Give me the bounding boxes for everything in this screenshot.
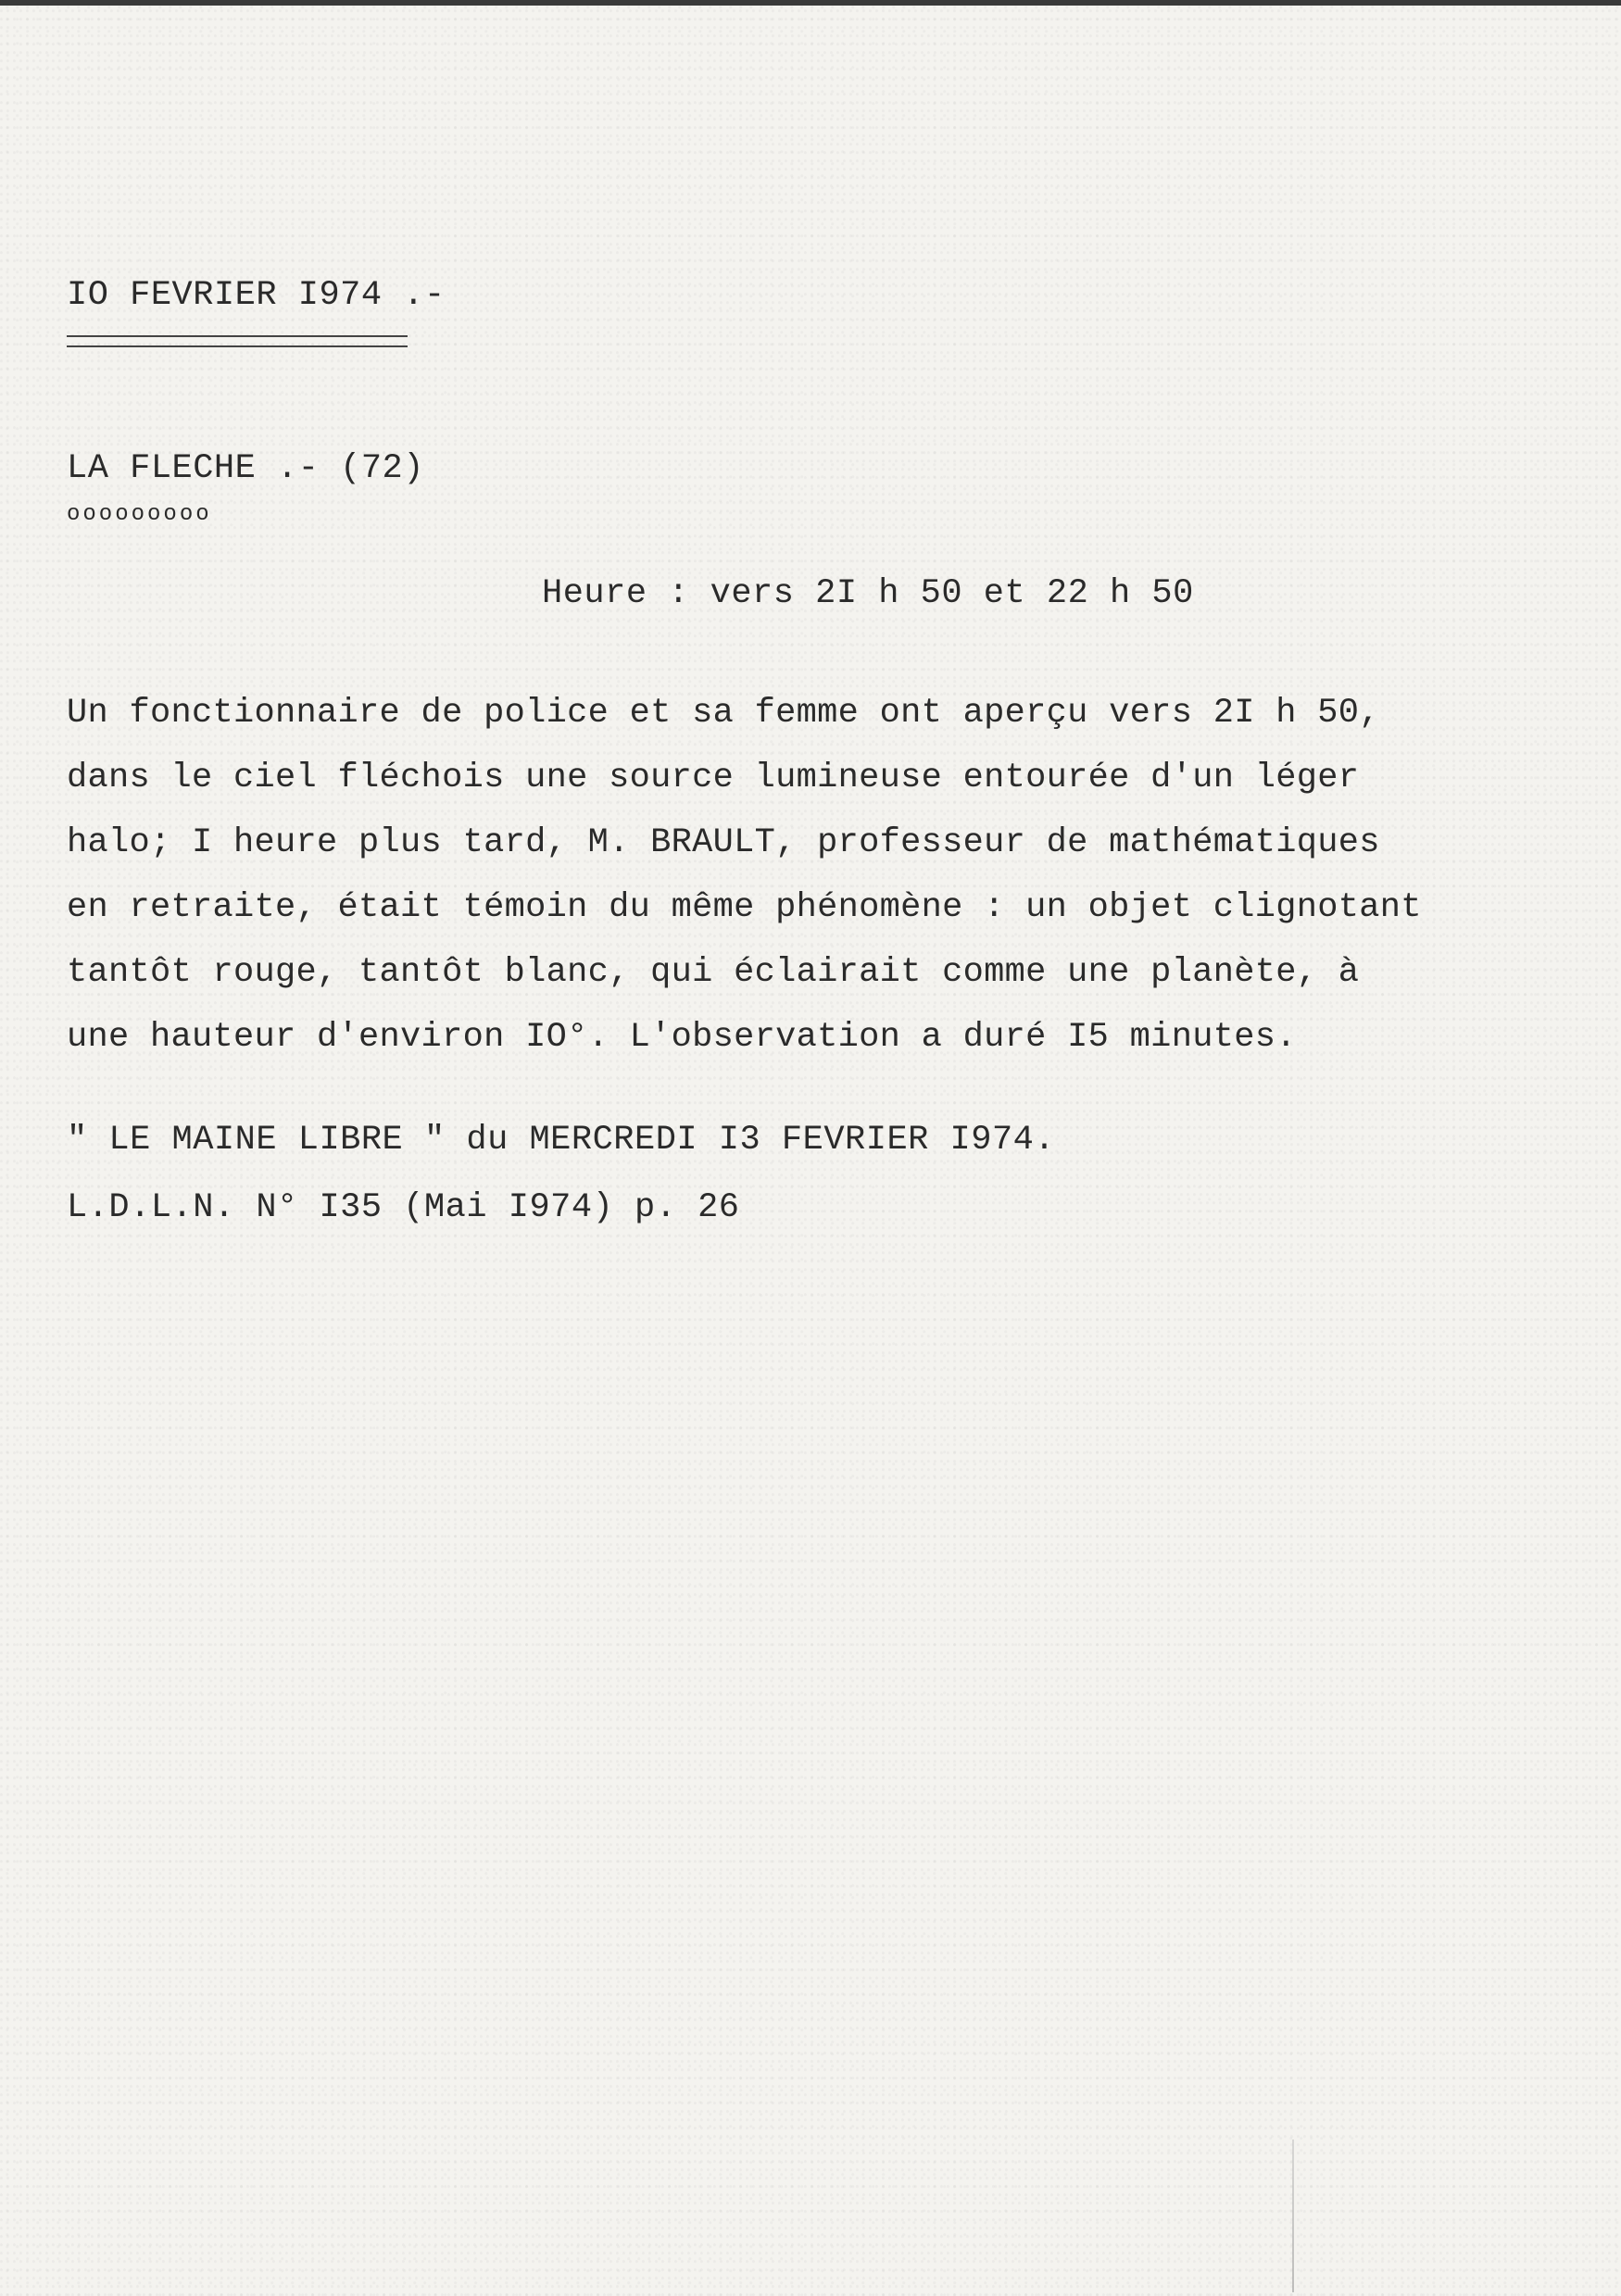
report-place: LA FLECHE .- (72) <box>67 449 424 488</box>
body-line: une hauteur d'environ IO°. L'observation a duré I5 minutes. <box>67 1018 1297 1057</box>
date-double-underline <box>67 335 408 347</box>
report-date: IO FEVRIER I974 .- <box>67 276 446 315</box>
report-body <box>67 681 1530 1070</box>
paper-crease <box>1292 2139 1294 2292</box>
newspaper-source: " LE MAINE LIBRE " du MERCREDI I3 FEVRIER I974. <box>67 1121 1056 1160</box>
body-line: Un fonctionnaire de police et sa femme ont aperçu vers 2I h 50, <box>67 694 1380 733</box>
body-line: halo; I heure plus tard, M. BRAULT, professeur de mathématiques <box>67 823 1380 862</box>
publication-reference: L.D.L.N. N° I35 (Mai I974) p. 26 <box>67 1188 740 1227</box>
body-line: dans le ciel fléchois une source lumineuse entourée d'un léger <box>67 759 1360 797</box>
body-line: tantôt rouge, tantôt blanc, qui éclairait comme une planète, à <box>67 953 1360 992</box>
place-underline: ooooooooo <box>67 502 212 527</box>
observation-time: Heure : vers 2I h 50 et 22 h 50 <box>542 574 1194 613</box>
body-line: en retraite, était témoin du même phénomène : un objet clignotant <box>67 888 1422 927</box>
page-top-edge <box>0 0 1621 6</box>
